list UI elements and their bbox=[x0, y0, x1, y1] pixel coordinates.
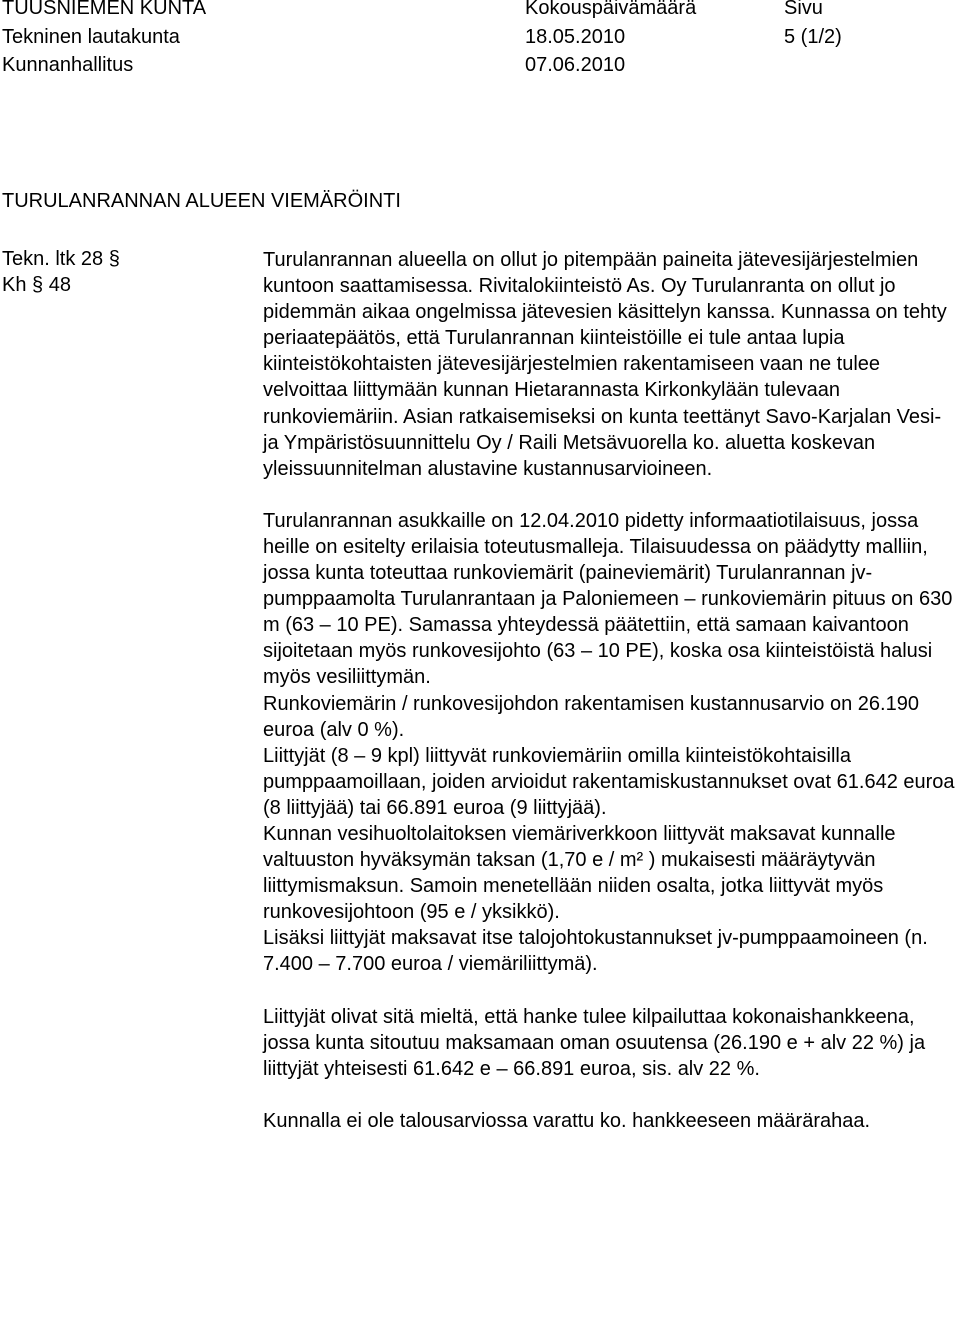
paragraph-connectors: Liittyjät (8 – 9 kpl) liittyvät runkoviemäriin omilla kiinteistökohtaisilla pumppaamoillaan, joiden arvioidut rakentamiskustannukset ovat 61.642 euroa (8 liittyjää) tai 66.891 euroa (9 liittyjää). bbox=[263, 744, 955, 819]
paragraph-budget: Kunnalla ei ole talousarviossa varattu ko. hankkeeseen määrärahaa. bbox=[263, 1109, 871, 1132]
paragraph-cost-estimate: Runkoviemärin / runkovesijohdon rakentamisen kustannusarvio on 26.190 euroa (alv 0 %). bbox=[263, 692, 919, 741]
paragraph-information-meeting: Turulanrannan asukkaille on 12.04.2010 pidetty informaatiotilaisuus, jossa heille on esitelty erilaisia toteutusmalleja. Tilaisuudessa on päädytty malliin, jossa kunta toteuttaa runkoviemärit (paineviemärit) Turulanrannan jv-pumppaamolta Turulanrantaan ja Paloniemeen – runkoviemärin pituus on 630 m (63 – 10 PE). Samassa yhteydessä päätettiin, että samaan kaivantoon sijoitetaan myös runkovesijohto (63 – 10 PE), koska osa kiinteistöistä halusi myös vesiliittymän. bbox=[263, 509, 953, 689]
header-date-1: 18.05.2010 bbox=[525, 26, 626, 48]
document-title: TURULANRANNAN ALUEEN VIEMÄRÖINTI bbox=[2, 190, 401, 212]
paragraph-connection-fee: Kunnan vesihuoltolaitoksen viemäriverkkoon liittyvät maksavat kunnalle valtuuston hyväksymän taksan (1,70 e / m² ) mukaisesti määräytyvän liittymismaksun. Samoin menetellään niiden osalta, jotka liittyvät myös runkovesijohtoon (95 e / yksikkö). bbox=[263, 822, 896, 924]
paragraph-tendering: Liittyjät olivat sitä mieltä, että hanke tulee kilpailuttaa kokonaishankkeena, jossa kunta sitoutuu maksamaan oman osuutensa (26.190 e + alv 22 %) ja liittyjät yhteisesti 61.642 e – 66.891 euroa, sis. alv 22 %. bbox=[263, 1005, 926, 1080]
header-org: TUUSNIEMEN KUNTA bbox=[2, 0, 207, 19]
ref-tekn: Tekn. ltk 28 § bbox=[2, 248, 120, 270]
header-committee-1: Tekninen lautakunta bbox=[2, 26, 180, 48]
header-date-label: Kokouspäivämäärä bbox=[525, 0, 697, 19]
header-date-2: 07.06.2010 bbox=[525, 54, 626, 76]
header-committee-2: Kunnanhallitus bbox=[2, 54, 134, 76]
header-page-number: 5 (1/2) bbox=[784, 26, 842, 48]
paragraph-house-lines: Lisäksi liittyjät maksavat itse talojohtokustannukset jv-pumppaamoineen (n. 7.400 – 7.700 euroa / viemäriliittymä). bbox=[263, 927, 928, 976]
header-page-label: Sivu bbox=[784, 0, 823, 19]
document-body bbox=[263, 247, 955, 1134]
paragraph-background: Turulanrannan alueella on ollut jo pitempään paineita jätevesijärjestelmien kuntoon saattamisessa. Rivitalokiinteistö As. Oy Turulanranta on ollut jo pidemmän aikaa ongelmissa jätevesien käsittelyn kanssa. Kunnassa on tehty periaatepäätös, että Turulanrannan kiinteistöille ei tule antaa lupia kiinteistökohtaisten jätevesijärjestelmien rakentamiseen vaan ne tulee velvoittaa liittymään kunnan Hietarannasta Kirkonkylään tulevaan runkoviemäriin. Asian ratkaisemiseksi on kunta teettänyt Savo-Karjalan Vesi- ja Ympäristösuunnittelu Oy / Raili Metsävuorella ko. aluetta koskevan yleissuunnitelman alustavine kustannusarvioineen. bbox=[263, 249, 947, 480]
ref-kh: Kh § 48 bbox=[2, 274, 71, 296]
